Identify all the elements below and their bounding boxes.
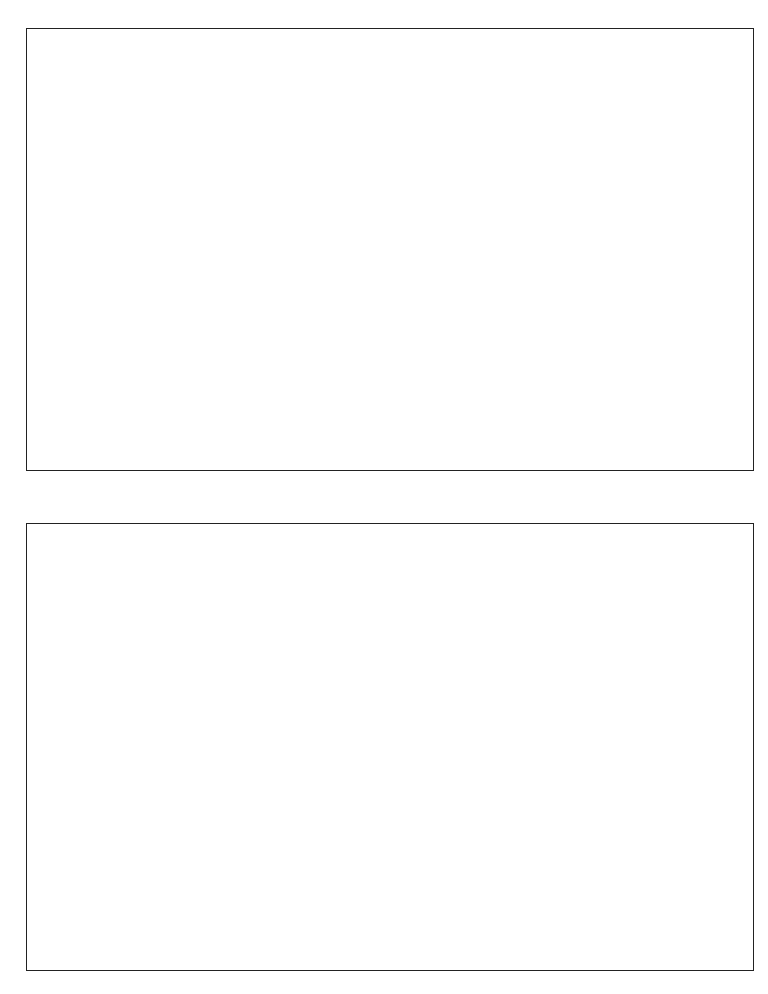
stud-layout-drawing	[27, 29, 751, 468]
slab-plan-sheet	[26, 523, 754, 971]
stud-detail-sheet	[26, 28, 754, 471]
slab-plan-drawing	[27, 524, 751, 968]
